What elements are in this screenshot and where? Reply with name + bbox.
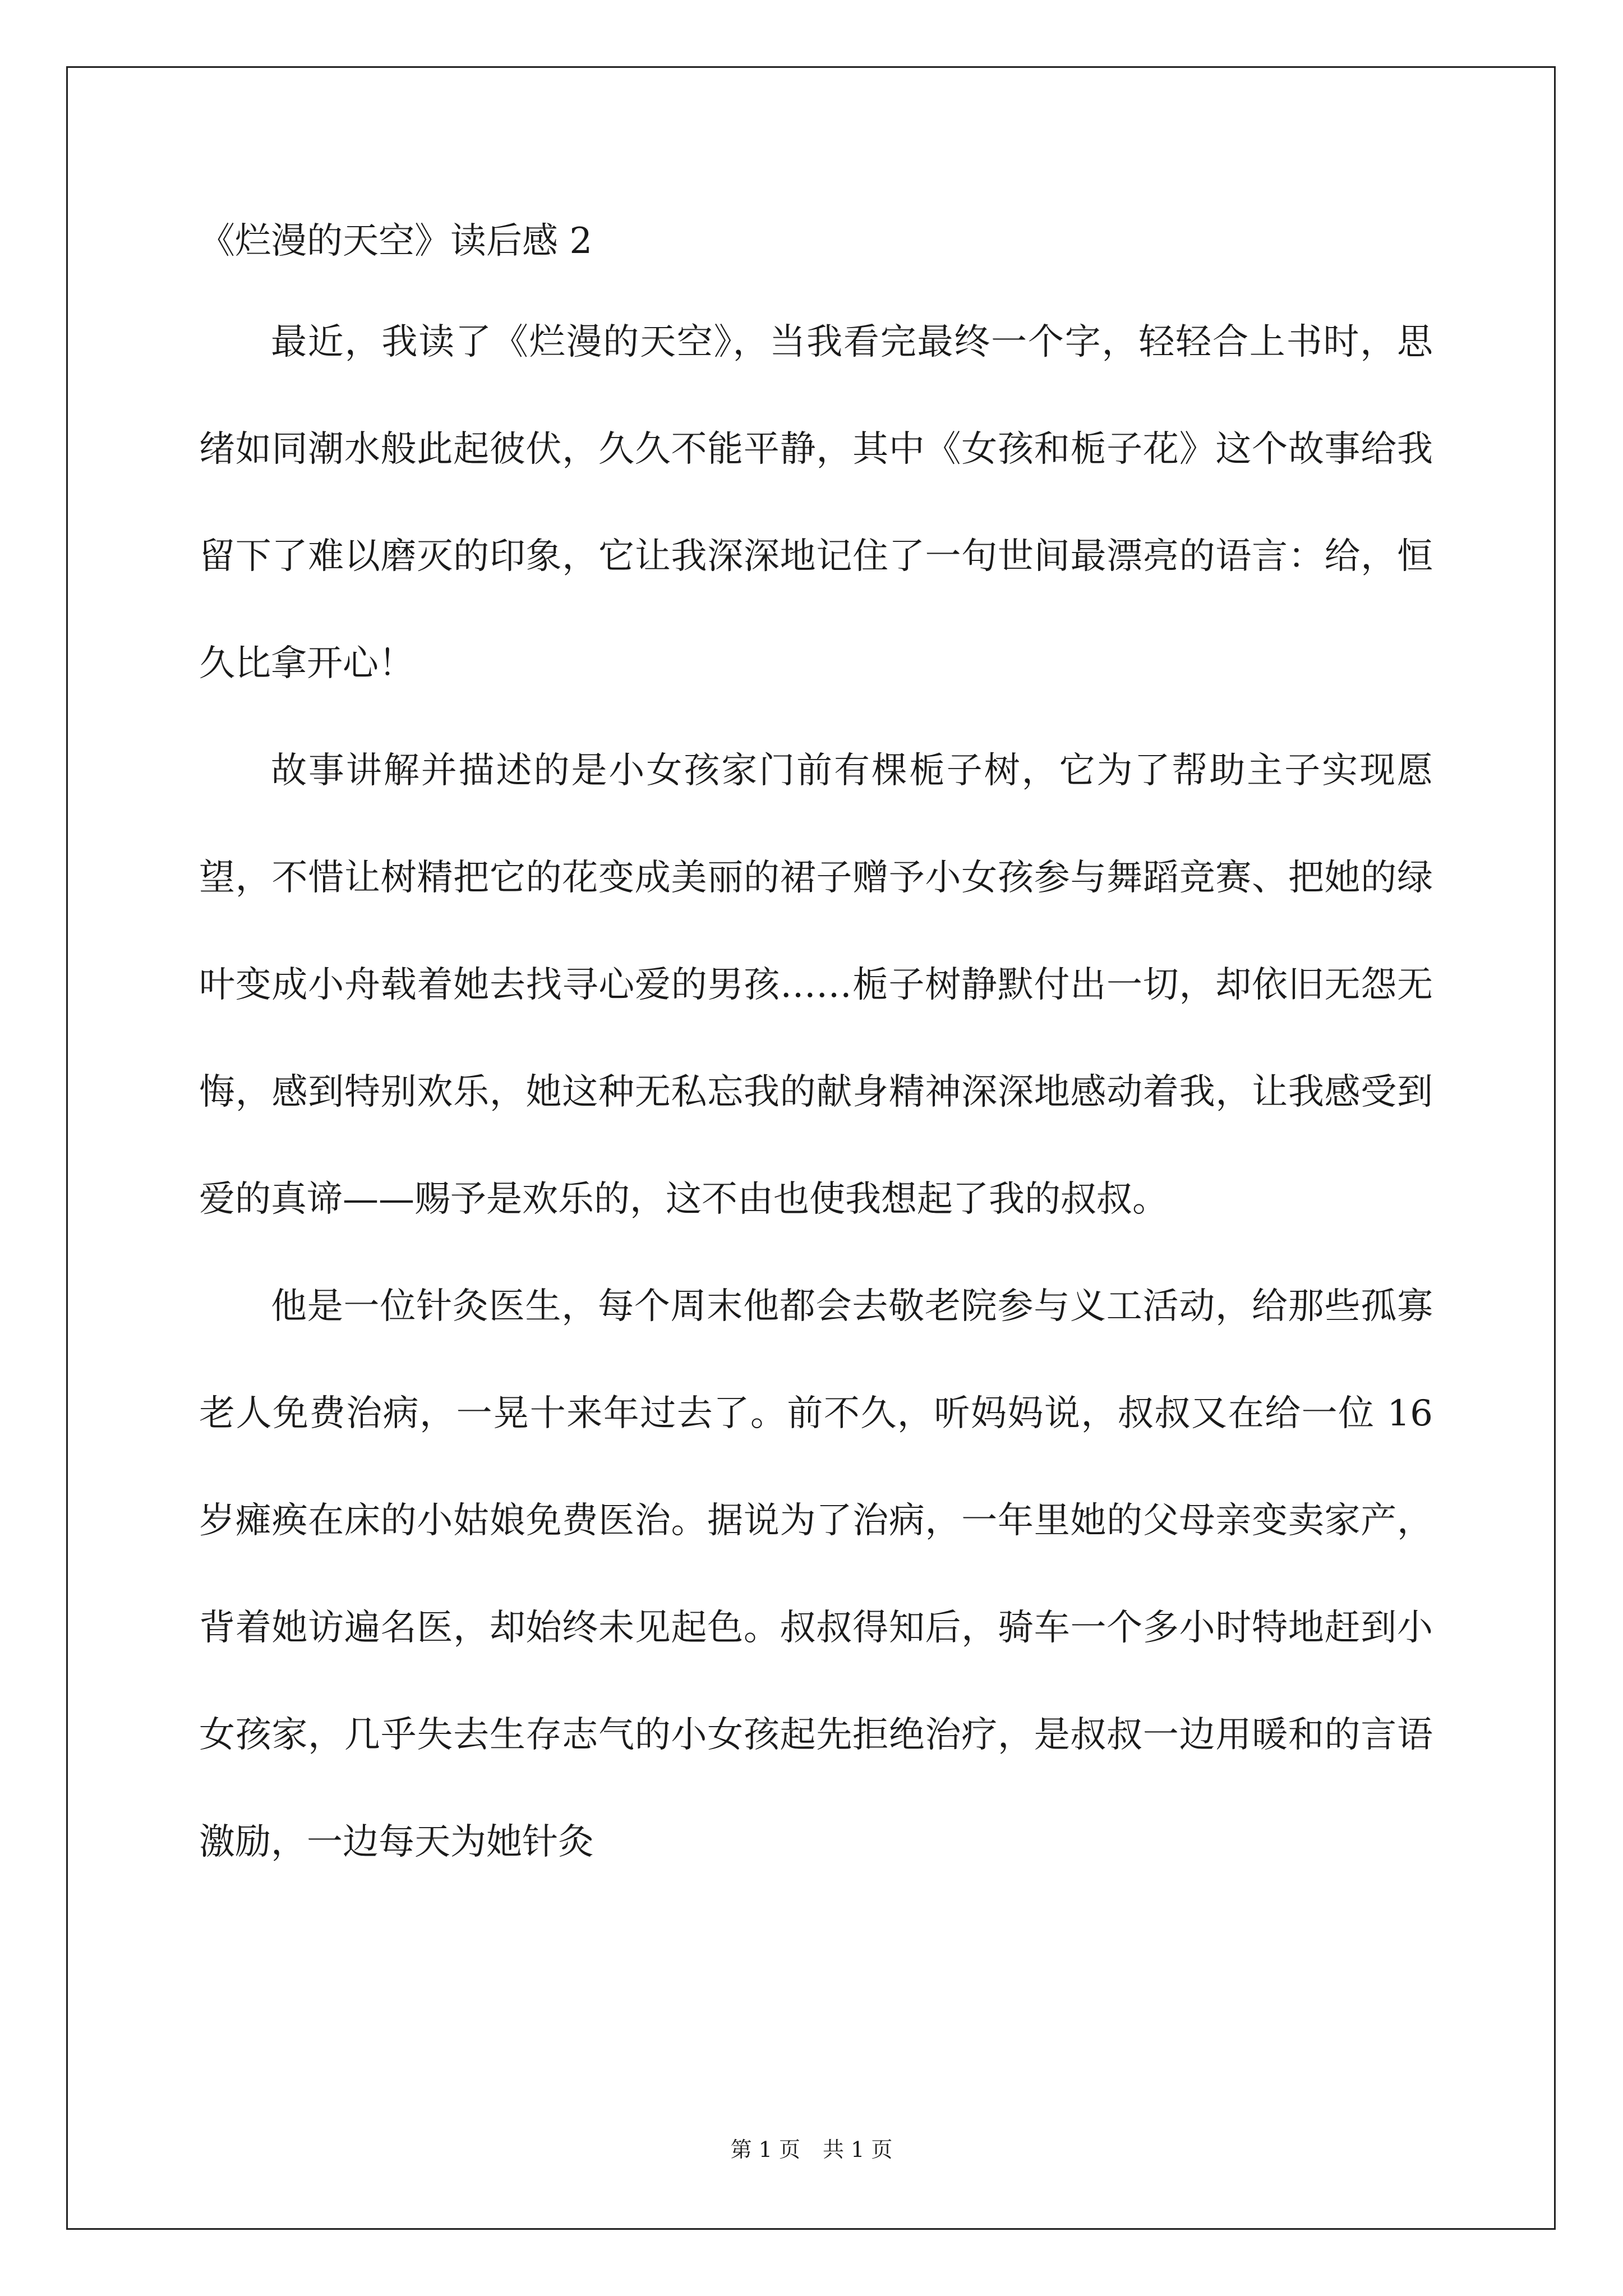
page-number: 第 1 页 (730, 2137, 800, 2162)
paragraph-1: 最近，我读了《烂漫的天空》，当我看完最终一个字，轻轻合上书时，思绪如同潮水般此起彼伏，久久不能平静，其中《女孩和栀子花》这个故事给我留下了难以磨灭的印象，它让我深深地记住了一句世间最漂亮的语言：给，恒久比拿开心！ (199, 321, 1433, 684)
document-body (199, 289, 1433, 1896)
page-footer (0, 2139, 1623, 2160)
paragraph-2: 故事讲解并描述的是小女孩家门前有棵栀子树，它为了帮助主子实现愿望，不惜让树精把它的花变成美丽的裙子赠予小女孩参与舞蹈竞赛、把她的绿叶变成小舟载着她去找寻心爱的男孩……栀子树静默付出一切，却依旧无怨无悔，感到特别欢乐，她这种无私忘我的献身精神深深地感动着我，让我感受到爱的真谛——赐予是欢乐的，这不由也使我想起了我的叔叔。 (199, 750, 1433, 1220)
paragraph-3: 他是一位针灸医生，每个周末他都会去敬老院参与义工活动，给那些孤寡老人免费治病，一晃十来年过去了。前不久，听妈妈说，叔叔又在给一位 16 岁瘫痪在床的小姑娘免费医治。据说为了治病，一年里她的父母亲变卖家产，背着她访遍名医，却始终未见起色。叔叔得知后，骑车一个多小时特地赶到小女孩家，几乎失去生存志气的小女孩起先拒绝治疗，是叔叔一边用暖和的言语激励，一边每天为她针灸 (199, 1286, 1433, 1863)
page-total: 共 1 页 (823, 2137, 893, 2162)
document-title: 《烂漫的天空》读后感 2 (199, 220, 593, 262)
